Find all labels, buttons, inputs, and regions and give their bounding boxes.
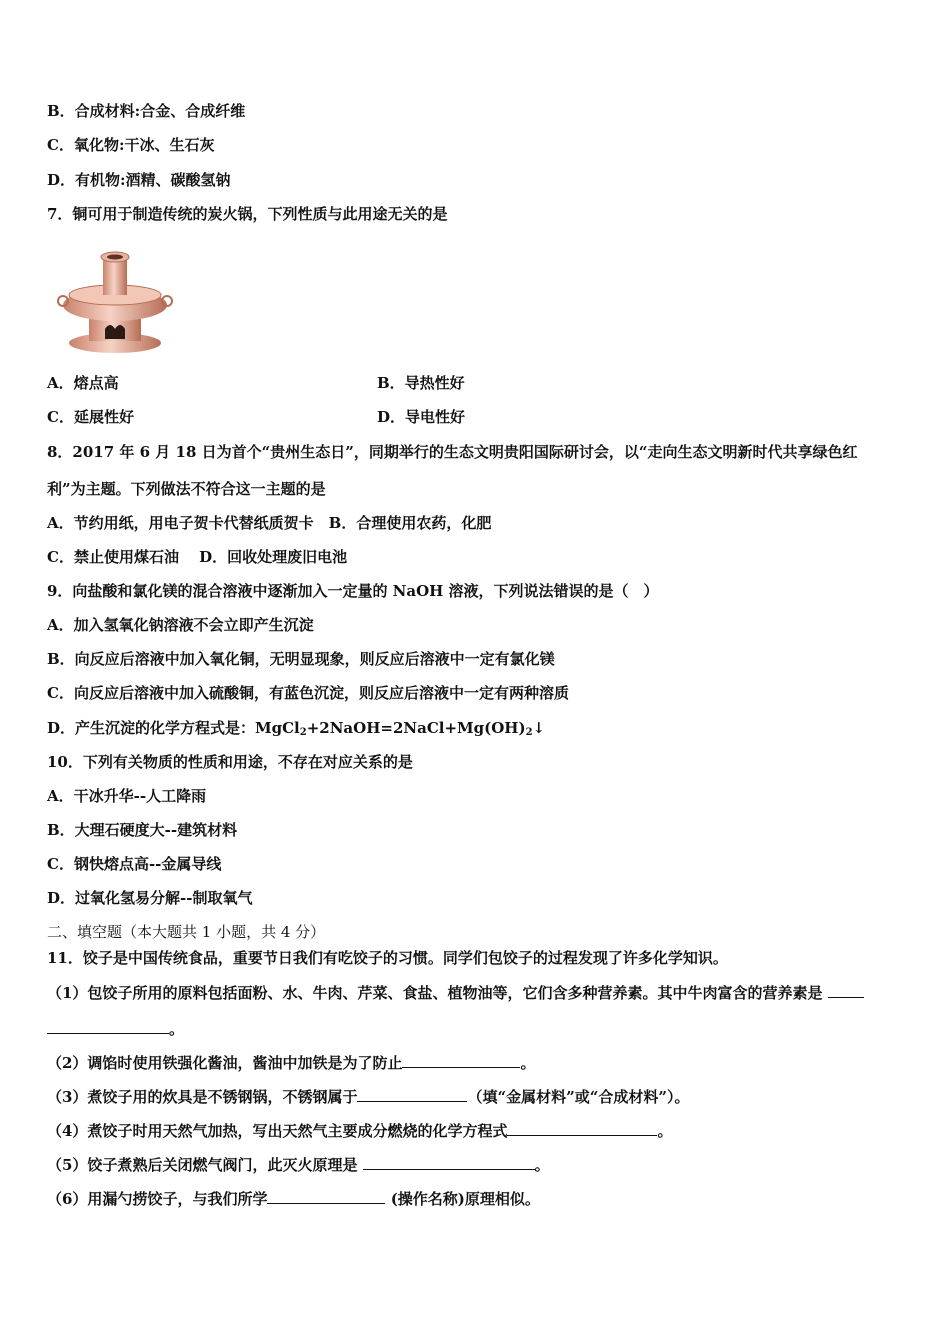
q6-option-c: C．氧化物:干冰、生石灰 xyxy=(47,136,215,154)
q7-stem: 7．铜可用于制造传统的炭火锅，下列性质与此用途无关的是 xyxy=(47,205,448,223)
q10-option-a: A．干冰升华--人工降雨 xyxy=(47,787,207,805)
q11-part4: （4）煮饺子时用天然气加热，写出天然气主要成分燃烧的化学方程式 。 xyxy=(47,1122,673,1140)
q7-option-a: A．熔点高 xyxy=(47,374,119,392)
q10-option-b: B．大理石硬度大--建筑材料 xyxy=(47,821,238,839)
q11-part2: （2）调馅时使用铁强化酱油，酱油中加铁是为了防止 。 xyxy=(47,1054,536,1072)
q11-part1-cont: 。 xyxy=(47,1019,184,1039)
q11-part5: （5）饺子煮熟后关闭燃气阀门，此灭火原理是 。 xyxy=(47,1156,550,1174)
q10-option-d: D．过氧化氢易分解--制取氧气 xyxy=(47,889,253,907)
answer-blank-5[interactable] xyxy=(363,1155,535,1170)
q11-part1: （1）包饺子所用的原料包括面粉、水、牛肉、芹菜、食盐、植物油等，它们含多种营养素。其中牛肉富含的营养素是 xyxy=(47,983,864,1003)
answer-blank-3[interactable] xyxy=(357,1087,467,1102)
q6-option-b: B．合成材料:合金、合成纤维 xyxy=(47,102,246,120)
q7-option-b: B．导热性好 xyxy=(377,374,465,392)
q8-stem-line2: 利”为主题。下列做法不符合这一主题的是 xyxy=(47,480,326,498)
q9-stem: 9．向盐酸和氯化镁的混合溶液中逐渐加入一定量的 NaOH 溶液，下列说法错误的是（ ） xyxy=(47,582,659,600)
answer-blank-4[interactable] xyxy=(507,1121,657,1136)
answer-blank-6[interactable] xyxy=(267,1189,385,1204)
q8-stem-line1: 8．2017 年 6 月 18 日为首个“贵州生态日”，同期举行的生态文明贵阳国际研讨会，以“走向生态文明新时代共享绿色红 xyxy=(47,443,858,461)
q9-option-d: D．产生沉淀的化学方程式是：$MgCl_2+2NaOH=2NaCl+Mg(OH)_2↓$ xyxy=(47,719,546,738)
answer-blank-2[interactable] xyxy=(402,1053,520,1068)
q6-option-d: D．有机物:酒精、碳酸氢钠 xyxy=(47,171,231,189)
q10-stem: 10．下列有关物质的性质和用途，不存在对应关系的是 xyxy=(47,753,413,771)
q7-option-d: D．导电性好 xyxy=(377,408,466,426)
q9-option-c: C．向反应后溶液中加入硫酸铜，有蓝色沉淀，则反应后溶液中一定有两种溶质 xyxy=(47,684,569,702)
q8-options-ab: A．节约用纸，用电子贺卡代替纸质贺卡 B．合理使用农药，化肥 xyxy=(47,514,492,532)
q11-part3: （3）煮饺子用的炊具是不锈钢锅，不锈钢属于 （填“金属材料”或“合成材料”）。 xyxy=(47,1088,690,1106)
q11-part6: （6）用漏勺捞饺子，与我们所学 (操作名称)原理相似。 xyxy=(47,1190,540,1208)
q8-options-cd: C．禁止使用煤石油 D．回收处理废旧电池 xyxy=(47,548,348,566)
q9-option-b: B．向反应后溶液中加入氧化铜，无明显现象，则反应后溶液中一定有氯化镁 xyxy=(47,650,555,668)
copper-hotpot-image xyxy=(55,243,175,358)
answer-blank-1b[interactable] xyxy=(47,1019,169,1034)
section-heading: 二、填空题（本大题共 1 小题，共 4 分） xyxy=(47,923,326,941)
answer-blank-1a[interactable] xyxy=(828,983,864,998)
q11-stem: 11．饺子是中国传统食品，重要节日我们有吃饺子的习惯。同学们包饺子的过程发现了许多化学知识。 xyxy=(47,949,728,967)
q10-option-c: C．钢快熔点高--金属导线 xyxy=(47,855,222,873)
q9-option-a: A．加入氢氧化钠溶液不会立即产生沉淀 xyxy=(47,616,314,634)
q7-option-c: C．延展性好 xyxy=(47,408,134,426)
